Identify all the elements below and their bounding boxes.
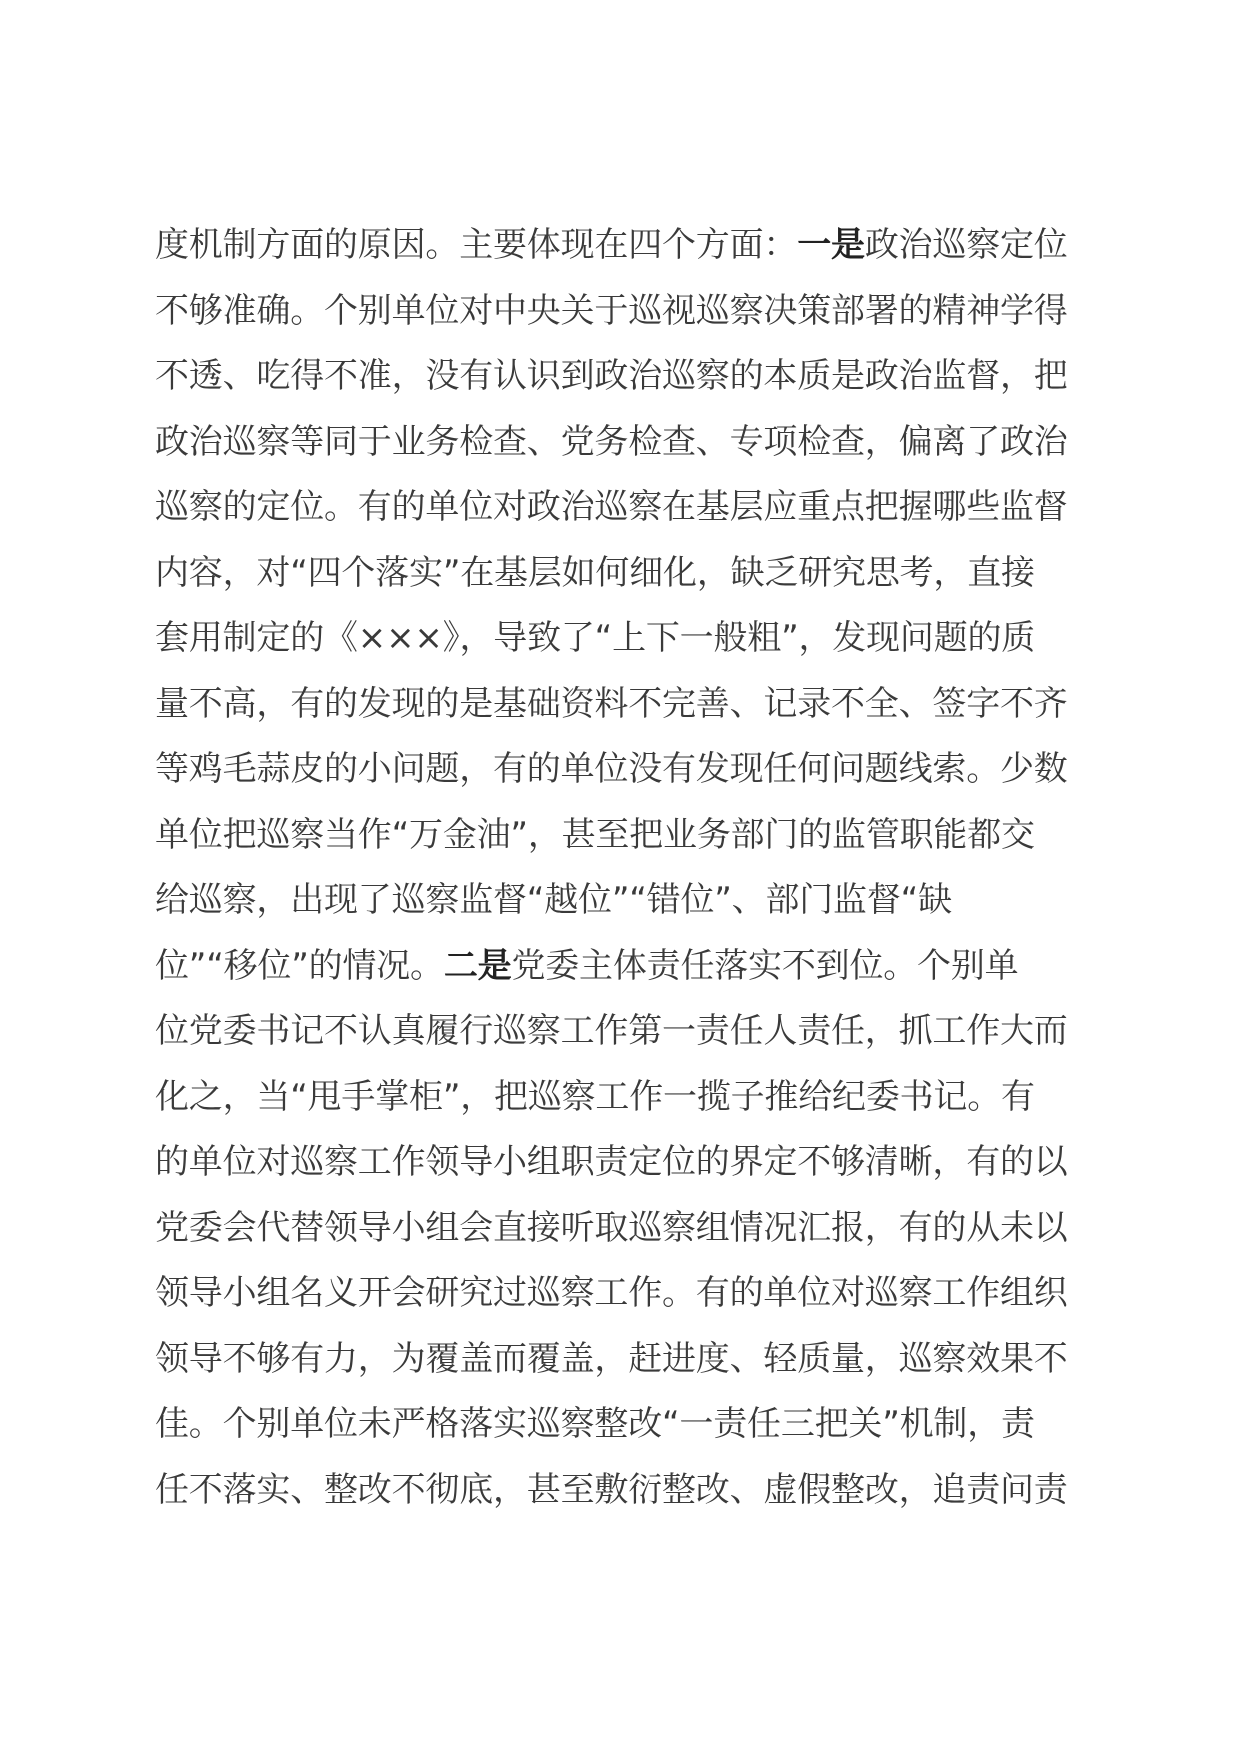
text-segment: 不够准确。个别单位对中央关于巡视巡察决策部署的精神学得: [155, 290, 1068, 331]
text-segment: 内容，对“四个落实”在基层如何细化，缺乏研究思考，直接: [155, 552, 1035, 593]
text-segment: 政治巡察等同于业务检查、党务检查、专项检查，偏离了政治: [155, 421, 1068, 462]
text-line: [155, 541, 1095, 607]
text-line: [155, 1392, 1095, 1458]
text-segment: 度机制方面的原因。主要体现在四个方面：: [155, 225, 798, 265]
body-text: [155, 213, 1095, 1523]
text-segment: 领导不够有力，为覆盖而覆盖，赶进度、轻质量，巡察效果不: [155, 1338, 1068, 1379]
text-line: [155, 672, 1095, 738]
text-line: [155, 999, 1095, 1065]
text-line: [155, 213, 1095, 279]
text-segment: 任不落实、整改不彻底，甚至敷衍整改、虚假整改，追责问责: [155, 1469, 1068, 1510]
text-line: [155, 1327, 1095, 1393]
text-segment: 位党委书记不认真履行巡察工作第一责任人责任，抓工作大而: [155, 1011, 1068, 1051]
text-line: [155, 410, 1095, 476]
text-line: [155, 1065, 1095, 1131]
text-line: [155, 1458, 1095, 1524]
text-segment: 的单位对巡察工作领导小组职责定位的界定不够清晰，有的以: [155, 1142, 1068, 1182]
text-segment: 单位把巡察当作“万金油”，甚至把业务部门的监管职能都交: [155, 814, 1035, 855]
text-segment: 领导小组名义开会研究过巡察工作。有的单位对巡察工作组织: [155, 1273, 1068, 1313]
text-segment: 化之，当“甩手掌柜”，把巡察工作一揽子推给纪委书记。有: [155, 1076, 1035, 1117]
text-line: [155, 803, 1095, 869]
text-segment: 不透、吃得不准，没有认识到政治巡察的本质是政治监督，把: [155, 356, 1068, 396]
text-segment: 给巡察，出现了巡察监督“越位”“错位”、部门监督“缺: [155, 880, 952, 920]
bold-label: 二是: [443, 945, 512, 986]
text-segment: 党委主体责任落实不到位。个别单: [511, 945, 1019, 986]
text-line: [155, 1196, 1095, 1262]
text-line: [155, 344, 1095, 410]
text-segment: 党委会代替领导小组会直接听取巡察组情况汇报，有的从未以: [155, 1207, 1068, 1248]
text-line: [155, 606, 1095, 672]
text-segment: 政治巡察定位: [864, 225, 1068, 265]
text-segment: 等鸡毛蒜皮的小问题，有的单位没有发现任何问题线索。少数: [155, 749, 1068, 789]
text-segment: 套用制定的《×××》，导致了“上下一般粗”，发现问题的质: [155, 618, 1036, 658]
text-line: [155, 868, 1095, 934]
bold-label: 一是: [797, 225, 865, 265]
text-line: [155, 475, 1095, 541]
text-line: [155, 737, 1095, 803]
text-segment: 佳。个别单位未严格落实巡察整改“一责任三把关”机制，责: [155, 1404, 1035, 1444]
text-segment: 量不高，有的发现的是基础资料不完善、记录不全、签字不齐: [155, 683, 1068, 724]
text-segment: 位”“移位”的情况。: [155, 945, 444, 986]
text-line: [155, 1261, 1095, 1327]
text-line: [155, 934, 1095, 1000]
text-line: [155, 1130, 1095, 1196]
text-segment: 巡察的定位。有的单位对政治巡察在基层应重点把握哪些监督: [155, 487, 1068, 527]
text-line: [155, 279, 1095, 345]
